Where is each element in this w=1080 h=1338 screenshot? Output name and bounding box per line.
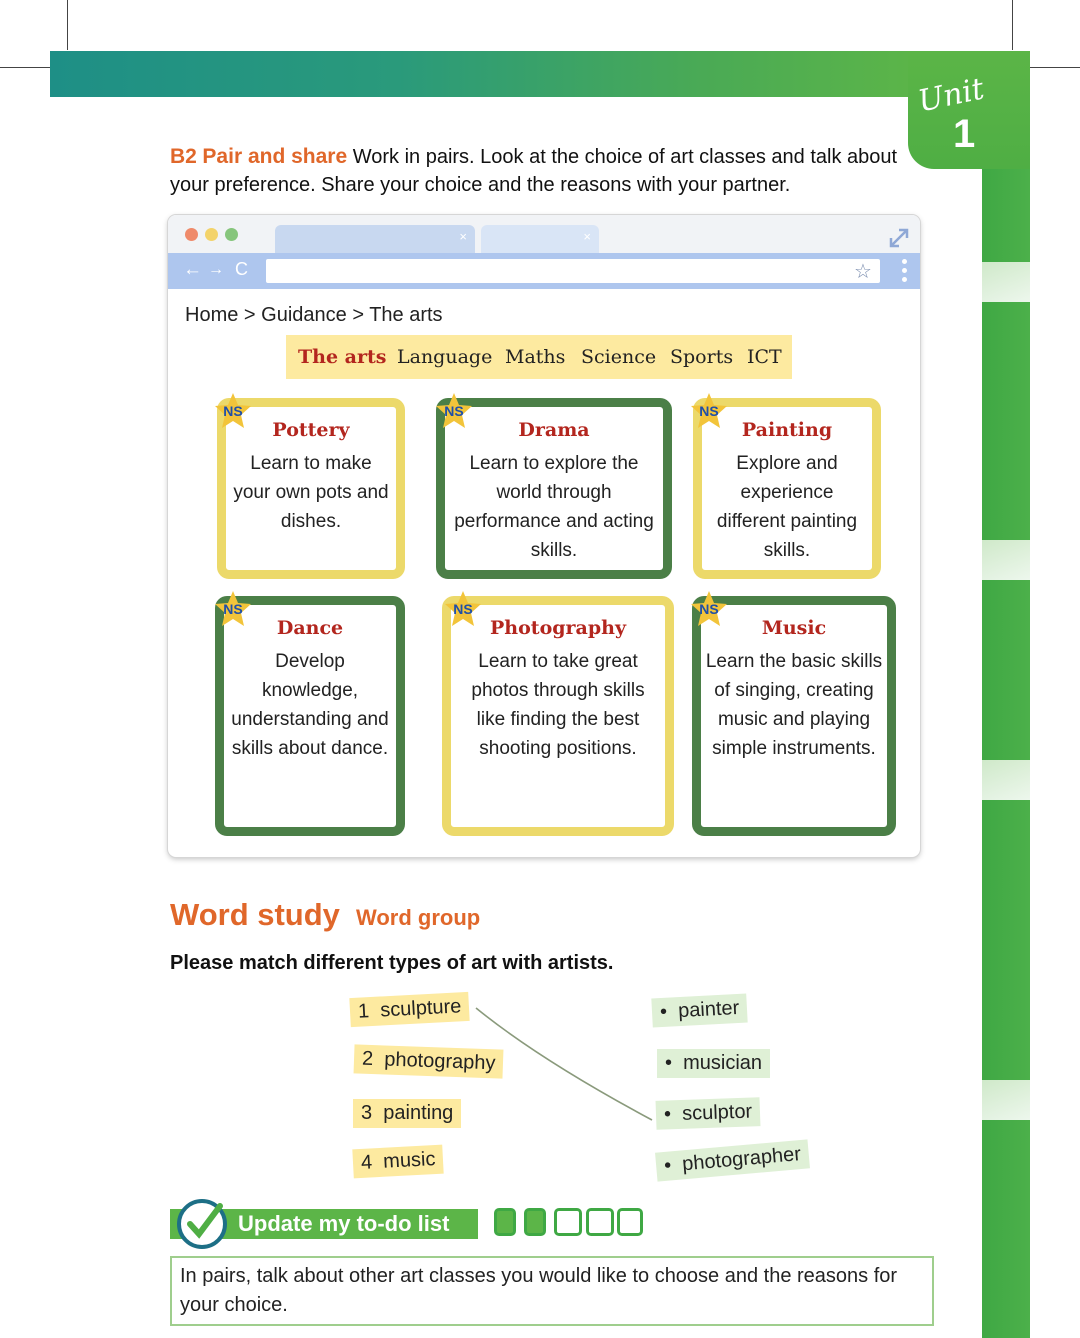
art-item[interactable]	[353, 1099, 461, 1128]
stripe-accent	[982, 1080, 1030, 1120]
card-description: Explore and experience different painting skills.	[716, 453, 858, 561]
card-description: Develop knowledge, understanding and skills about dance.	[231, 651, 389, 759]
b2-code: B2	[170, 145, 197, 168]
art-word: music	[382, 1148, 436, 1173]
back-icon[interactable]: ←	[183, 259, 202, 280]
art-number: 2	[361, 1047, 374, 1071]
class-card-music[interactable]	[692, 596, 896, 836]
art-number: 3	[361, 1102, 373, 1124]
reload-icon[interactable]: C	[235, 259, 248, 279]
stripe-accent	[982, 262, 1030, 302]
side-stripe	[982, 169, 1030, 1338]
progress-square-empty	[554, 1208, 582, 1236]
bullet: •	[665, 1052, 673, 1074]
ns-badge-text: NS	[699, 601, 719, 617]
bullet: •	[663, 1103, 672, 1126]
ns-badge-icon	[689, 391, 729, 431]
progress-square-filled	[524, 1208, 546, 1236]
artist-item[interactable]	[655, 1139, 810, 1181]
ns-badge-icon	[689, 589, 729, 629]
ns-badge-icon	[434, 391, 474, 431]
ns-badge-text: NS	[444, 403, 464, 419]
word-study-title: Word study	[170, 897, 340, 932]
artist-word: photographer	[681, 1143, 802, 1176]
unit-label: Unit	[915, 71, 988, 120]
card-description: Learn to take great photos through skills like finding the best shooting positions.	[471, 651, 645, 759]
category-sports[interactable]: Sports	[670, 346, 734, 368]
class-card-photography[interactable]	[442, 596, 674, 836]
art-number: 4	[360, 1151, 373, 1174]
progress-square-empty	[586, 1208, 614, 1236]
artist-item[interactable]	[656, 1097, 761, 1130]
bookmark-star-icon[interactable]: ☆	[854, 261, 872, 283]
bullet: •	[663, 1154, 673, 1177]
card-title: Painting	[741, 419, 833, 441]
ns-badge-icon	[443, 589, 483, 629]
browser-tab[interactable]	[275, 225, 475, 253]
art-word: photography	[383, 1048, 496, 1075]
artist-item[interactable]	[651, 994, 748, 1028]
forward-icon[interactable]: →	[208, 261, 224, 278]
address-bar[interactable]	[266, 259, 880, 283]
expand-icon[interactable]	[888, 227, 910, 249]
todo-title: Update my to-do list	[238, 1211, 450, 1236]
card-title: Pottery	[272, 419, 350, 441]
ns-badge-text: NS	[453, 601, 473, 617]
artist-word: musician	[683, 1052, 763, 1074]
card-description: Learn to make your own pots and dishes.	[233, 453, 389, 532]
card-description: Learn the basic skills of singing, creating music and playing simple instruments.	[705, 651, 883, 759]
category-science[interactable]: Science	[581, 346, 657, 368]
category-nav	[286, 335, 792, 379]
browser-window	[168, 215, 920, 857]
ns-badge-icon	[213, 391, 253, 431]
todo-task: In pairs, talk about other art classes you would like to choose and the reasons for your choice.	[170, 1256, 934, 1326]
category-the-arts[interactable]: The arts	[298, 346, 387, 368]
card-title: Drama	[518, 419, 590, 441]
category-language[interactable]: Language	[397, 346, 493, 368]
art-word: painting	[383, 1102, 454, 1124]
card-title: Photography	[490, 617, 626, 639]
stripe-accent	[982, 760, 1030, 800]
b2-heading	[170, 143, 940, 199]
word-study-subtitle: Word group	[356, 905, 481, 930]
card-title: Dance	[276, 617, 344, 639]
art-item[interactable]	[349, 992, 470, 1027]
category-ict[interactable]: ICT	[747, 346, 782, 368]
check-circle-icon	[176, 1196, 232, 1252]
ns-badge-text: NS	[699, 403, 719, 419]
crop-mark	[0, 67, 50, 68]
close-tab-icon[interactable]: ×	[583, 229, 591, 244]
close-tab-icon[interactable]: ×	[459, 229, 467, 244]
close-dot-icon[interactable]	[185, 228, 198, 241]
unit-number: 1	[953, 112, 976, 156]
artist-item[interactable]	[657, 1049, 770, 1078]
match-line	[470, 1000, 660, 1125]
b2-title: Pair and share	[202, 145, 348, 168]
progress-square-filled	[494, 1208, 516, 1236]
menu-kebab-icon[interactable]	[902, 259, 908, 286]
progress-square-empty	[617, 1208, 643, 1236]
card-title: Music	[761, 617, 827, 639]
word-study-instruction: Please match different types of art with artists.	[170, 952, 614, 974]
ns-badge-icon	[213, 589, 253, 629]
artist-word: sculptor	[681, 1100, 753, 1125]
ns-badge-text: NS	[223, 403, 243, 419]
ns-badge-text: NS	[223, 601, 243, 617]
crop-mark	[67, 0, 68, 50]
maximize-dot-icon[interactable]	[225, 228, 238, 241]
art-word: sculpture	[379, 995, 462, 1022]
breadcrumb[interactable]: Home > Guidance > The arts	[185, 304, 443, 326]
artist-word: painter	[677, 996, 740, 1023]
card-description: Learn to explore the world through performance and acting skills.	[454, 453, 654, 561]
minimize-dot-icon[interactable]	[205, 228, 218, 241]
bullet: •	[659, 1000, 668, 1024]
category-maths[interactable]: Maths	[505, 346, 566, 368]
header-band	[50, 51, 920, 97]
class-card-dance[interactable]	[215, 596, 405, 836]
browser-tab[interactable]	[481, 225, 599, 253]
crop-mark	[1012, 0, 1013, 50]
art-item[interactable]	[352, 1145, 444, 1179]
stripe-accent	[982, 540, 1030, 580]
art-number: 1	[357, 1000, 370, 1023]
crop-mark	[1030, 67, 1080, 68]
b2-instruction: Work in pairs. Look at the choice of art classes and talk about your preference. Share your choice and the reasons with your partner.	[170, 146, 898, 196]
